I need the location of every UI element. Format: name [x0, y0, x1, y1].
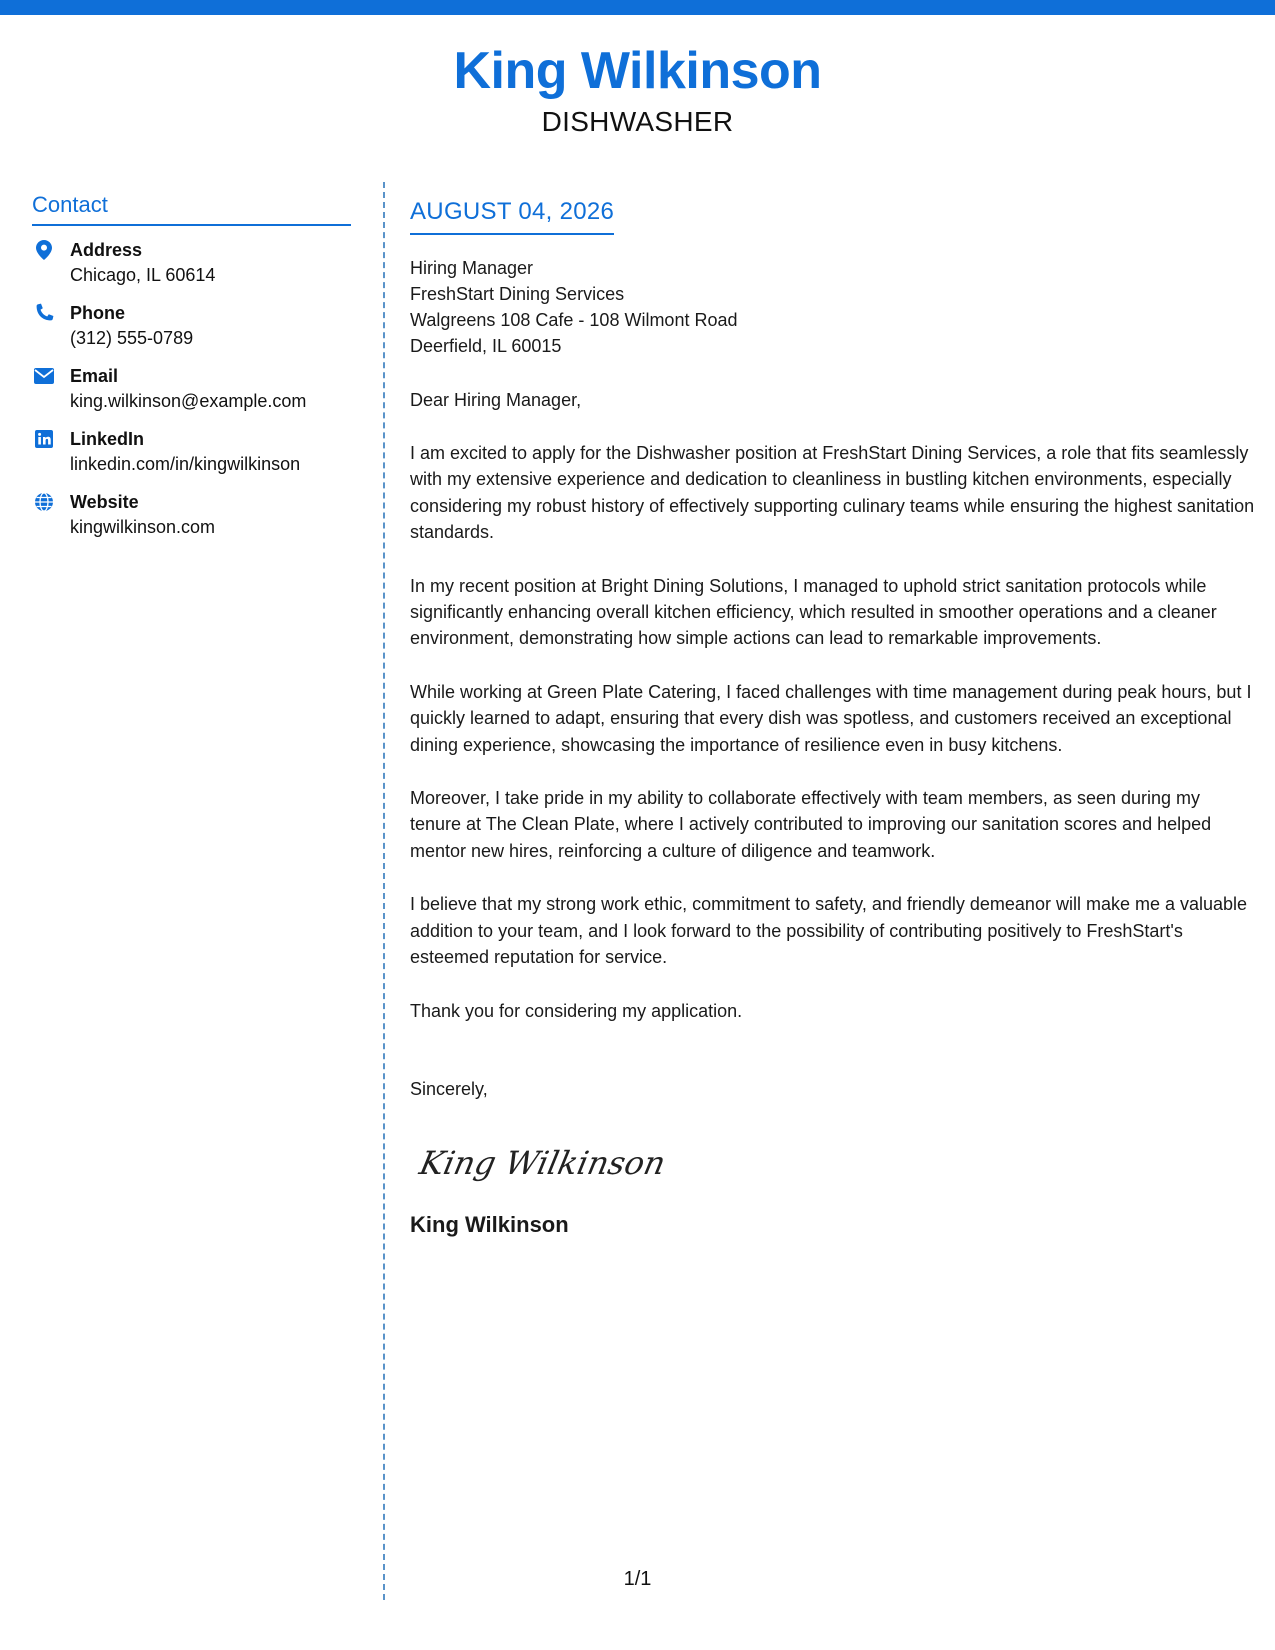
contact-label-linkedin: LinkedIn	[70, 429, 145, 449]
contact-value-linkedin: linkedin.com/in/kingwilkinson	[70, 454, 301, 474]
contact-list	[32, 238, 351, 553]
body-paragraph: While working at Green Plate Catering, I faced challenges with time management during peak hours, but I quickly learned to adapt, ensuring that every dish was spotless, and customers received an exceptional dining experience, showcasing the importance of resilience even in busy kitchens.	[410, 681, 1252, 755]
contact-item-email	[32, 364, 351, 427]
top-accent-bar	[0, 0, 1275, 15]
contact-label-email: Email	[70, 366, 119, 386]
signature-text: King Wilkinson	[416, 1144, 669, 1182]
contact-item-website	[32, 490, 351, 553]
globe-icon	[32, 490, 56, 514]
location-pin-icon	[32, 238, 56, 262]
recipient-line: Deerfield, IL 60015	[410, 336, 562, 356]
contact-heading: Contact	[32, 190, 351, 226]
recipient-line: Walgreens 108 Cafe - 108 Wilmont Road	[410, 310, 738, 330]
body-paragraph: I believe that my strong work ethic, commitment to safety, and friendly demeanor will make me a valuable addition to your team, and I look forward to the possibility of contributing positively to FreshStart's esteemed reputation for service.	[410, 894, 1248, 968]
letter-date: AUGUST 04, 2026	[410, 196, 614, 235]
job-title: DISHWASHER	[541, 106, 734, 137]
document-header	[0, 40, 1275, 140]
linkedin-icon	[32, 427, 56, 451]
contact-item-phone	[32, 301, 351, 364]
thank-you-line: Thank you for considering my application.	[410, 1000, 743, 1021]
handwritten-signature	[410, 1132, 670, 1192]
contact-item-address	[32, 238, 351, 301]
body-paragraph: I am excited to apply for the Dishwasher position at FreshStart Dining Services, a role that fits seamlessly with my extensive experience and dedication to cleanliness in bustling kitchen environments, especially considering my robust history of effectively supporting culinary teams while ensuring the highest sanitation standards.	[410, 443, 1255, 543]
contact-item-linkedin	[32, 427, 351, 490]
letter-body	[410, 196, 1255, 1240]
salutation: Dear Hiring Manager,	[410, 390, 582, 410]
page-number: 1/1	[623, 1568, 652, 1590]
signer-name: King Wilkinson	[410, 1211, 569, 1237]
column-divider	[383, 182, 385, 1600]
envelope-icon	[32, 364, 56, 388]
contact-label-website: Website	[70, 492, 139, 512]
phone-icon	[32, 301, 56, 325]
contact-label-phone: Phone	[70, 303, 126, 323]
contact-value-phone: (312) 555-0789	[70, 328, 194, 348]
contact-value-email: king.wilkinson@example.com	[70, 391, 307, 411]
recipient-line: Hiring Manager	[410, 258, 534, 278]
contact-value-address: Chicago, IL 60614	[70, 265, 216, 285]
closing: Sincerely,	[410, 1078, 488, 1099]
contact-value-website: kingwilkinson.com	[70, 517, 216, 537]
recipient-line: FreshStart Dining Services	[410, 284, 625, 304]
body-paragraph: In my recent position at Bright Dining Solutions, I managed to uphold strict sanitation protocols while significantly enhancing overall kitchen efficiency, which resulted in smoother operations and a cleaner environment, demonstrating how simple actions can lead to remarkable improvements.	[410, 575, 1217, 649]
applicant-name: King Wilkinson	[453, 42, 822, 100]
contact-sidebar	[32, 190, 351, 553]
contact-label-address: Address	[70, 240, 143, 260]
recipient-block	[410, 255, 1255, 359]
body-paragraph: Moreover, I take pride in my ability to collaborate effectively with team members, as seen during my tenure at The Clean Plate, where I actively contributed to improving our sanitation scores and helped mentor new hires, reinforcing a culture of diligence and teamwork.	[410, 788, 1212, 861]
